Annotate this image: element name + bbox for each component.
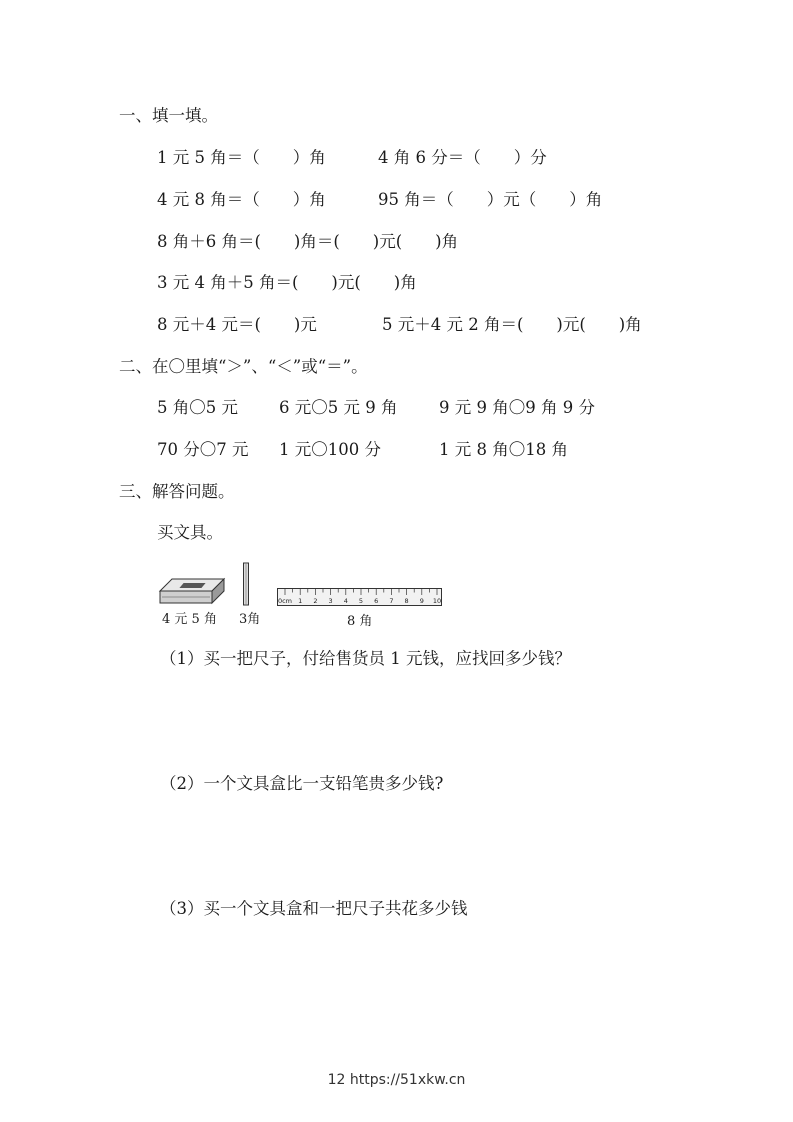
pencil-price: 3角 (239, 612, 261, 627)
fill-item: 5 元＋4 元 2 角＝( )元( )角 (382, 315, 642, 334)
compare-item: 1 元〇100 分 (279, 440, 381, 459)
fill-item: 95 角＝（ ）元（ ）角 (378, 190, 603, 209)
ruler-label: 5 (358, 597, 364, 605)
compare-item: 1 元 8 角〇18 角 (439, 440, 568, 459)
pencil-icon (241, 561, 251, 607)
ruler-label: 7 (389, 597, 394, 605)
section1-title: 一、填一填。 (119, 106, 218, 125)
compare-item: 5 角〇5 元 (157, 398, 238, 417)
question-3: （3）买一个文具盒和一把尺子共花多少钱 (160, 899, 468, 918)
fill-item: 4 元 8 角＝（ ）角 (157, 190, 326, 209)
question-1: （1）买一把尺子，付给售货员 1 元钱，应找回多少钱？ (160, 649, 571, 668)
compare-item: 9 元 9 角〇9 角 9 分 (439, 398, 595, 417)
fill-item: 3 元 4 角＋5 角＝( )元( )角 (157, 273, 417, 292)
ruler-label: 8 (404, 597, 409, 605)
ruler-label: 3 (328, 597, 333, 605)
section3-title: 三、解答问题。 (119, 482, 235, 501)
compare-item: 6 元〇5 元 9 角 (279, 398, 398, 417)
ruler-label: 6 (374, 597, 379, 605)
ruler-label: 4 (343, 597, 348, 605)
section3-subtitle: 买文具。 (157, 523, 223, 542)
ruler-label: 9 (419, 597, 424, 605)
section2-title: 二、在〇里填“＞”、“＜”或“＝”。 (119, 357, 368, 376)
fill-item: 4 角 6 分＝（ ）分 (378, 148, 547, 167)
ruler-label: 10 (432, 597, 442, 605)
pencil-box-icon (158, 573, 228, 609)
ruler-label: 1 (298, 597, 303, 605)
fill-item: 1 元 5 角＝（ ）角 (157, 148, 326, 167)
pencil-box-price: 4 元 5 角 (162, 612, 217, 627)
ruler-label: 2 (313, 597, 318, 605)
compare-item: 70 分〇7 元 (157, 440, 249, 459)
page-footer: 12 https://51xkw.cn (327, 1072, 466, 1088)
ruler-icon (277, 588, 443, 608)
fill-item: 8 元＋4 元＝( )元 (157, 315, 317, 334)
ruler-label: 0cm (277, 597, 293, 605)
fill-item: 8 角＋6 角＝( )角＝( )元( )角 (157, 232, 459, 251)
ruler-price: 8 角 (347, 614, 373, 629)
question-2: （2）一个文具盒比一支铅笔贵多少钱? (160, 774, 444, 793)
